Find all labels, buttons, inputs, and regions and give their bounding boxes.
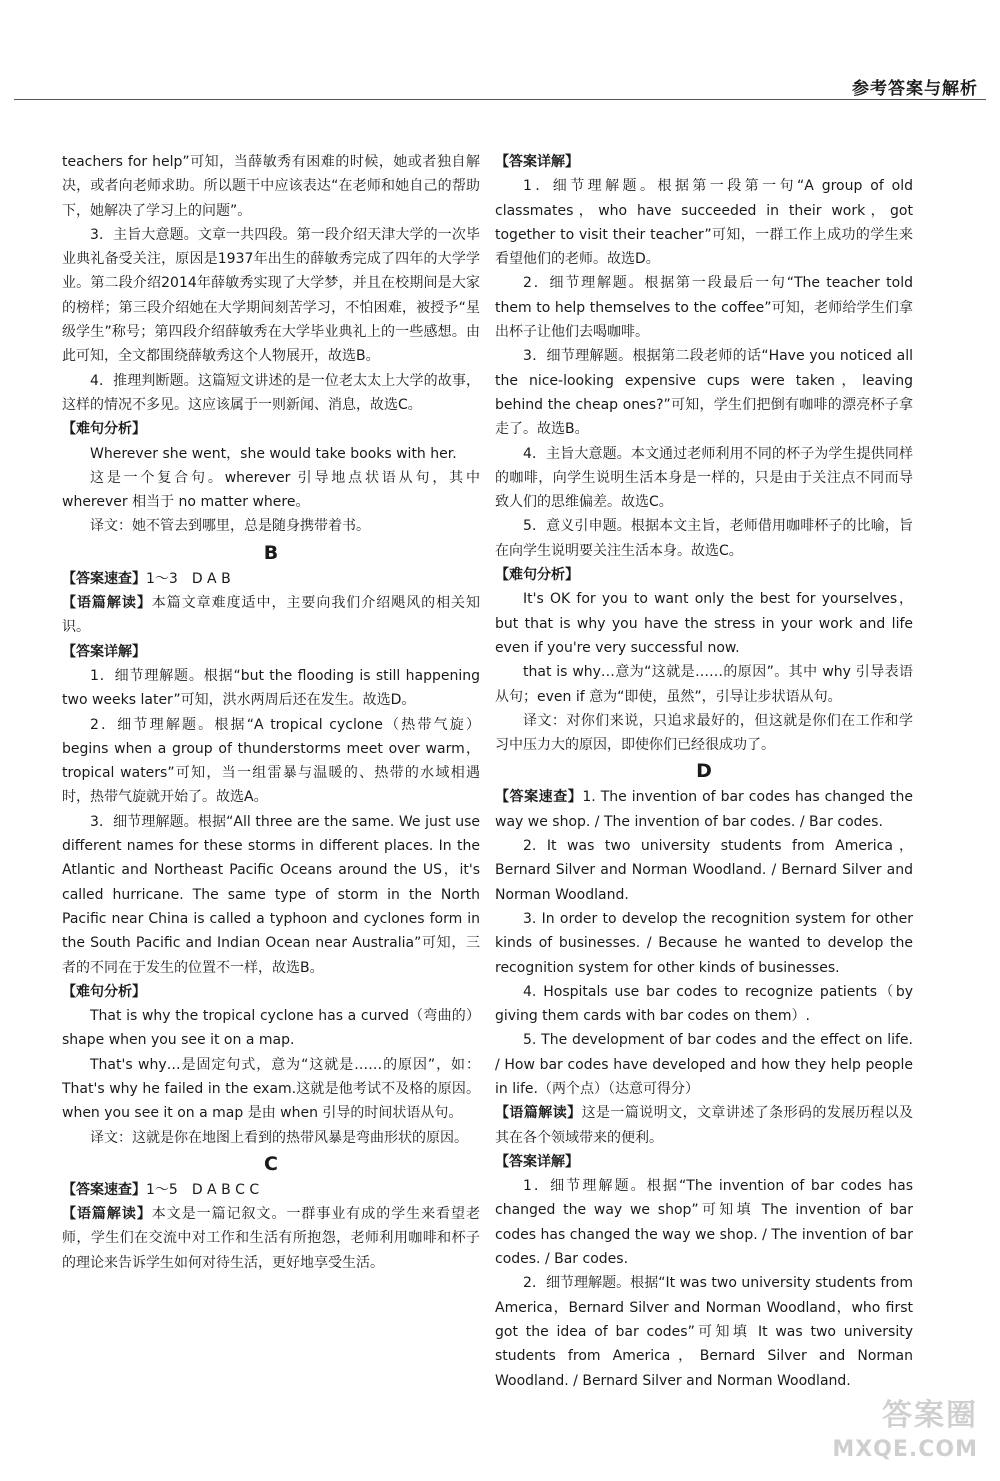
paragraph: 2．细节理解题。根据第一段最后一句“The teacher told them to help themselves to the coffee”可知，老师给学生们拿出杯子让他们去喝咖啡。 <box>495 275 913 341</box>
paragraph: that is why…意为“这就是……的原因”。其中 why 引导表语从句；even if 意为“即使，虽然”，引导让步状语从句。 <box>495 664 913 705</box>
section-tag-explanation: 【答案详解】 <box>495 1153 579 1170</box>
paragraph: 3．细节理解题。根据第二段老师的话“Have you noticed all the nice-looking expensive cups were taken，leaving behind the cheap ones?”可知，学生们把倒有咖啡的漂亮杯子拿走了。故选B。 <box>495 348 913 438</box>
paragraph: 译文：她不管去到哪里，总是随身携带着书。 <box>90 518 370 535</box>
section-letter-b: B <box>263 541 279 564</box>
paragraph: That is why the tropical cyclone has a curved（弯曲的）shape when you see it on a map. <box>62 1008 480 1049</box>
section-tag-passage: 【语篇解读】 <box>62 595 152 612</box>
paragraph: 5. The development of bar codes and the effect on life. / How bar codes have developed and how they help people in life.（两个点）（达意可得分） <box>495 1032 913 1097</box>
section-tag-passage: 【语篇解读】 <box>62 1206 152 1223</box>
paragraph: 译文：这就是你在地图上看到的热带风暴是弯曲形状的原因。 <box>90 1129 468 1146</box>
section-tag-answers: 【答案速查】 <box>62 1181 146 1198</box>
paragraph: 2．细节理解题。根据“A tropical cyclone（热带气旋）begins when a group of thunderstorms meet over warm，tropical waters”可知，当一组雷暴与温暖的、热带的水域相遇时，热带气旋就开始了。故选A。 <box>62 716 480 806</box>
watermark-logo <box>832 1399 978 1467</box>
passage-text: 这是一篇说明文，文章讲述了条形码的发展历程以及其在各个领域带来的便利。 <box>495 1105 913 1146</box>
paragraph: 2．细节理解题。根据“It was two university students from America，Bernard Silver and Norman Woodland，who first got the idea of bar codes”可知填 It was two university students from America，Bernard Silver and Norman Woodland. / Bernard Silver and Norman Woodland. <box>495 1275 913 1389</box>
passage-text: 本文是一篇记叙文。一群事业有成的学生来看望老师，学生们在交流中对工作和生活有所抱怨，老师利用咖啡和杯子的理论来告诉学生如何对待生活，更好地享受生活。 <box>62 1206 480 1271</box>
answer-quick-check <box>62 1178 480 1202</box>
answer-values: 1～5 D A B C C <box>146 1181 260 1198</box>
paragraph: 3. In order to develop the recognition system for other kinds of businesses. / Because he wanted to develop the recognition system for other kinds of businesses. <box>495 910 913 976</box>
paragraph: 3．主旨大意题。文章一共四段。第一段介绍天津大学的一次毕业典礼备受关注，原因是1937年出生的薛敏秀完成了四年的大学学业。第二段介绍2014年薛敏秀实现了大学梦，并且在校期间是大家的榜样；第三段介绍她在大学期间刻苦学习，不怕困难，被授予“星级学生”称号；第四段介绍薛敏秀在大学毕业典礼上的一些感想。由此可知，全文都围绕薛敏秀这个人物展开，故选B。 <box>62 226 480 365</box>
header-divider <box>14 99 986 100</box>
paragraph: 4．推理判断题。这篇短文讲述的是一位老太太上大学的故事，这样的情况不多见。这应该属于一则新闻、消息，故选C。 <box>62 372 480 413</box>
paragraph: 译文：对你们来说，只追求最好的，但这就是你们在工作和学习中压力大的原因，即使你们已经很成功了。 <box>495 712 913 754</box>
paragraph: 1．细节理解题。根据第一段第一句“A group of old classmates，who have succeeded in their work，got together to visit their teacher”可知，一群工作上成功的学生来看望他们的老师。故选D。 <box>495 178 913 268</box>
passage-reading <box>62 1202 480 1275</box>
paragraph: 3．细节理解题。根据“All three are the same. We just use different names for these storms in different places. In the Atlantic and Northeast Pacific Oceans around the US，it's called hurricane. The same type of storm in the North Pacific near China is called a typhoon and cyclones form in the South Pacific and Indian Ocean near Australia”可知，三者的不同在于发生的位置不一样，故选B。 <box>62 813 480 976</box>
right-column <box>495 150 913 1421</box>
section-letter-c: C <box>264 1152 278 1175</box>
answer-quick-check <box>62 567 480 591</box>
passage-reading <box>62 591 480 640</box>
paragraph: 1．细节理解题。根据“The invention of bar codes has changed the way we shop”可知填 The invention of bar codes has changed the way we shop. / The invention of bar codes. / Bar codes. <box>495 1178 913 1268</box>
section-tag-difficult-sentence: 【难句分析】 <box>62 983 146 1000</box>
section-tag-answers: 【答案速查】 <box>495 789 583 806</box>
left-column <box>62 150 480 1421</box>
section-tag-explanation: 【答案详解】 <box>62 643 146 660</box>
section-tag-difficult-sentence: 【难句分析】 <box>62 421 146 438</box>
paragraph: teachers for help”可知，当薛敏秀有困难的时候，她或者独自解决，或者向老师求助。所以题干中应该表达“在老师和她自己的帮助下，她解决了学习上的问题”。 <box>62 154 480 219</box>
section-tag-passage: 【语篇解读】 <box>495 1105 582 1122</box>
paragraph: It's OK for you to want only the best for yourselves，but that is why you have the stress in your work and life even if you're very successful now. <box>495 591 913 656</box>
section-tag-explanation: 【答案详解】 <box>495 154 579 170</box>
paragraph: That's why…是固定句式，意为“这就是……的原因”，如：That's why he failed in the exam.这就是他考试不及格的原因。when you see it on a map 是由 when 引导的时间状语从句。 <box>62 1056 480 1122</box>
paragraph: 4．主旨大意题。本文通过老师利用不同的杯子为学生提供同样的咖啡，向学生说明生活本身是一样的，只是由于关注点不同而导致人们的思维偏差。故选C。 <box>495 445 913 511</box>
paragraph: Wherever she went，she would take books with her. <box>90 445 457 462</box>
watermark-top-text: 答案圈 <box>882 1398 978 1433</box>
answer-values: 1～3 D A B <box>146 570 231 587</box>
paragraph: 1．细节理解题。根据“but the flooding is still happening two weeks later”可知，洪水两周后还在发生。故选D。 <box>62 667 480 709</box>
answer-quick-check <box>495 785 913 834</box>
section-tag-difficult-sentence: 【难句分析】 <box>495 567 579 584</box>
paragraph: 2. It was two university students from America，Bernard Silver and Norman Woodland. / Bernard Silver and Norman Woodland. <box>495 838 913 903</box>
page-header-title: 参考答案与解析 <box>852 79 978 99</box>
answer-values: 1. The invention of bar codes has changed the way we shop. / The invention of bar codes. / Bar codes. <box>495 789 913 830</box>
passage-text: 本篇文章难度适中，主要向我们介绍飓风的相关知识。 <box>62 595 480 636</box>
paragraph: 这是一个复合句。wherever 引导地点状语从句，其中 wherever 相当于 no matter where。 <box>62 469 480 511</box>
paragraph: 5．意义引申题。根据本文主旨，老师借用咖啡杯子的比喻，旨在向学生说明要关注生活本身。故选C。 <box>495 518 913 559</box>
section-tag-answers: 【答案速查】 <box>62 570 146 587</box>
section-letter-d: D <box>696 760 712 783</box>
paragraph: 4. Hospitals use bar codes to recognize patients（by giving them cards with bar codes on them）. <box>495 983 913 1025</box>
watermark-bottom-text: MXQE.COM <box>832 1437 978 1462</box>
passage-reading <box>495 1101 913 1150</box>
